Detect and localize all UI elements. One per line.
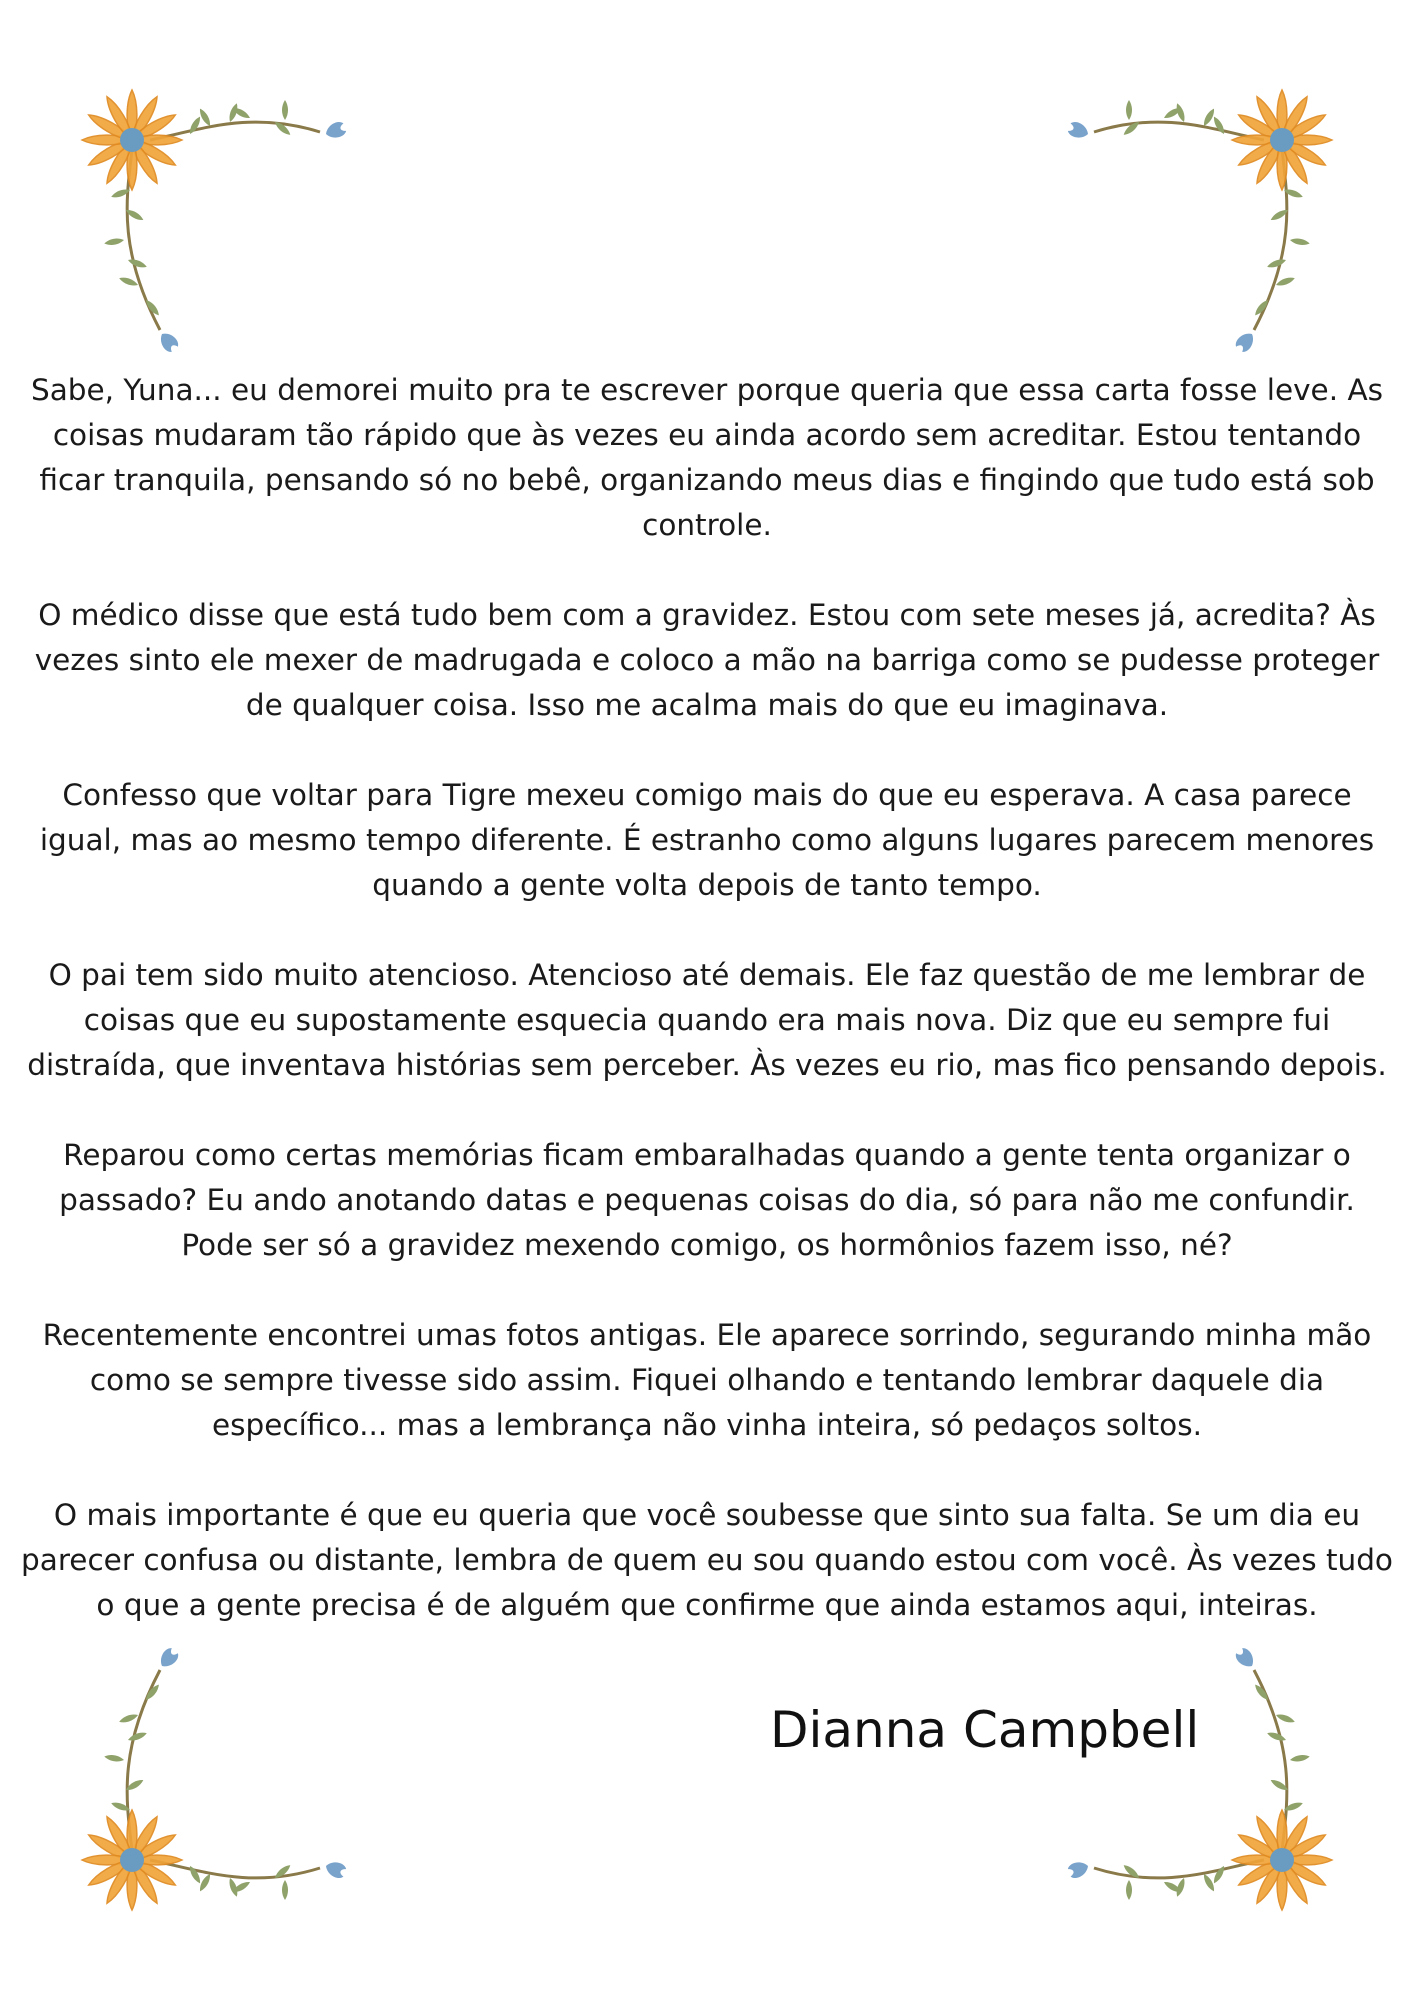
letter-body xyxy=(20,368,1394,1628)
floral-corner-graphic xyxy=(80,1620,380,1920)
letter-paragraph: Reparou como certas memórias ficam embaralhadas quando a gente tenta organizar o passado? Eu ando anotando datas e pequenas coisas do dia, só para não me confundir. Pode ser só a gravidez mexendo comigo, os hormônios fazem isso, né? xyxy=(59,1138,1355,1262)
floral-corner-bottom-left-icon xyxy=(80,1620,380,1920)
letter-paragraph: O mais importante é que eu queria que você soubesse que sinto sua falta. Se um dia eu parecer confusa ou distante, lembra de quem eu sou quando estou com você. Às vezes tudo o que a gente precisa é de alguém que confirme que ainda estamos aqui, inteiras. xyxy=(21,1498,1393,1622)
letter-paragraph: O pai tem sido muito atencioso. Atencioso até demais. Ele faz questão de me lembrar de coisas que eu supostamente esquecia quando era mais nova. Diz que eu sempre fui distraída, que inventava histórias sem perceber. Às vezes eu rio, mas fico pensando depois. xyxy=(27,958,1387,1082)
floral-corner-graphic xyxy=(1034,1620,1334,1920)
letter-paragraph: O médico disse que está tudo bem com a gravidez. Estou com sete meses já, acredita? Às vezes sinto ele mexer de madrugada e coloco a mão na barriga como se pudesse proteger de qualquer coisa. Isso me acalma mais do que eu imaginava. xyxy=(34,598,1380,722)
floral-corner-top-right-icon xyxy=(1034,80,1334,380)
letter-paragraph: Sabe, Yuna... eu demorei muito pra te escrever porque queria que essa carta fosse leve. As coisas mudaram tão rápido que às vezes eu ainda acordo sem acreditar. Estou tentando ficar tranquila, pensando só no bebê, organizando meus dias e fingindo que tudo está sob controle. xyxy=(30,373,1384,542)
letter-paragraph: Confesso que voltar para Tigre mexeu comigo mais do que eu esperava. A casa parece igual, mas ao mesmo tempo diferente. É estranho como alguns lugares parecem menores quando a gente volta depois de tanto tempo. xyxy=(39,778,1375,902)
floral-corner-graphic xyxy=(1034,80,1334,380)
floral-corner-graphic xyxy=(80,80,380,380)
floral-corner-bottom-right-icon xyxy=(1034,1620,1334,1920)
signature: Dianna Campbell xyxy=(770,1701,1200,1759)
letter-paragraph: Recentemente encontrei umas fotos antigas. Ele aparece sorrindo, segurando minha mão como se sempre tivesse sido assim. Fiquei olhando e tentando lembrar daquele dia específico... mas a lembrança não vinha inteira, só pedaços soltos. xyxy=(42,1318,1372,1442)
floral-corner-top-left-icon xyxy=(80,80,380,380)
